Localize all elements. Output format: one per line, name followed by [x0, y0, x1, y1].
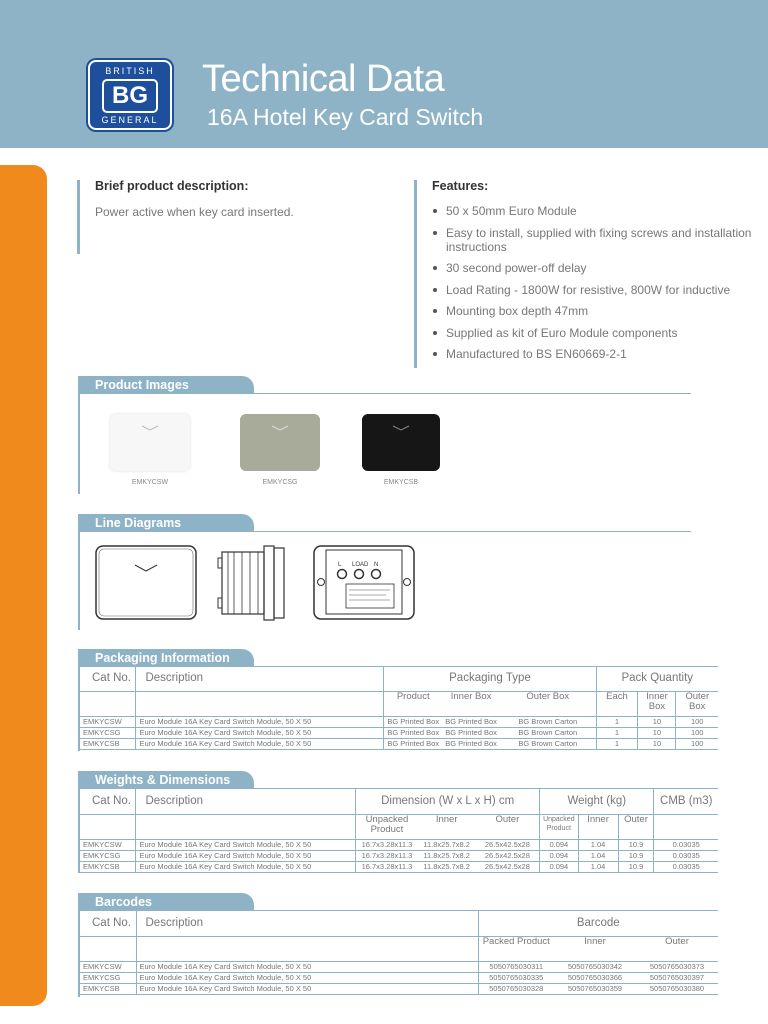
cell-outer: BG Brown Carton — [500, 738, 596, 749]
cell-weight-inner: 1.04 — [578, 861, 618, 872]
product-image-caption: EMKYCSG — [262, 479, 298, 486]
section-side-rule — [78, 376, 80, 494]
cell-outer: 26.5x42.5x28 — [476, 861, 540, 872]
key-card-slot-icon — [240, 414, 320, 471]
cell-unpacked: 16.7x3.28x11.3 — [356, 861, 418, 872]
cell-desc: Euro Module 16A Key Card Switch Module, 50 X 50 — [136, 727, 384, 738]
cell-packed: 5050765030311 — [478, 961, 554, 972]
front-view-diagram — [94, 544, 199, 622]
cell-desc: Euro Module 16A Key Card Switch Module, 50 X 50 — [136, 839, 356, 850]
side-view-diagram — [216, 544, 288, 622]
product-images-heading: Product Images — [78, 376, 254, 394]
col-header-desc: Description — [136, 911, 478, 936]
col-header-desc: Description — [136, 666, 384, 691]
cell-cat: EMKYCSB — [80, 983, 136, 994]
cell-weight-outer: 10.9 — [618, 850, 654, 861]
cell-outer: BG Brown Carton — [500, 727, 596, 738]
features-accent-bar — [414, 180, 417, 368]
cell-packed: 5050765030328 — [478, 983, 554, 994]
cell-cat: EMKYCSB — [80, 861, 136, 872]
feature-item: 30 second power-off delay — [432, 261, 752, 275]
col-header-weight-unpacked: Unpacked Product — [540, 814, 579, 839]
col-header-barcode: Barcode — [478, 911, 718, 936]
table-row — [80, 972, 718, 983]
product-image-grey — [240, 414, 320, 471]
feature-item: Load Rating - 1800W for resistive, 800W for inductive — [432, 283, 752, 297]
col-header-type: Packaging Type — [384, 666, 596, 691]
logo-mid-text: BG — [104, 81, 156, 111]
table-row — [80, 727, 718, 738]
col-header-dimension: Dimension (W x L x H) cm — [356, 789, 540, 814]
cell-cmb: 0.03035 — [654, 861, 718, 872]
side-accent-bar — [0, 165, 47, 1006]
cell-cat: EMKYCSW — [80, 839, 136, 850]
cell-cat: EMKYCSW — [80, 716, 136, 727]
product-image-black — [362, 414, 440, 471]
col-header-outer: Outer — [476, 814, 540, 839]
page-subtitle: 16A Hotel Key Card Switch — [207, 104, 484, 130]
col-header-unpacked: Unpacked Product — [356, 814, 418, 839]
cell-inner: 11.8x25.7x8.2 — [418, 839, 476, 850]
feature-item: 50 x 50mm Euro Module — [432, 204, 752, 218]
cell-cat: EMKYCSG — [80, 850, 136, 861]
weights-table — [80, 789, 718, 873]
col-header-packed: Packed Product — [478, 936, 554, 961]
cell-inner-box: 10 — [638, 727, 676, 738]
cell-inner: 5050765030359 — [554, 983, 636, 994]
line-diagrams-heading: Line Diagrams — [78, 514, 254, 532]
col-header-inner-box: Inner Box — [638, 691, 676, 716]
cell-cat: EMKYCSG — [80, 972, 136, 983]
col-header-qty: Pack Quantity — [596, 666, 718, 691]
key-card-slot-icon — [110, 414, 190, 471]
col-header-weight-outer: Outer — [618, 814, 654, 839]
cell-inner-box: 10 — [638, 738, 676, 749]
cell-unpacked: 16.7x3.28x11.3 — [356, 839, 418, 850]
cell-each: 1 — [596, 738, 638, 749]
col-header-product: Product — [384, 691, 442, 716]
feature-item: Mounting box depth 47mm — [432, 304, 752, 318]
col-header-cmb: CMB (m3) — [654, 789, 718, 814]
features-list — [432, 204, 752, 369]
cell-weight-unpacked: 0.094 — [540, 850, 579, 861]
packaging-heading: Packaging Information — [78, 649, 254, 667]
cell-cat: EMKYCSG — [80, 727, 136, 738]
logo-top-text: BRITISH — [105, 66, 155, 76]
brief-heading: Brief product description: — [95, 179, 249, 193]
feature-item: Supplied as kit of Euro Module components — [432, 326, 752, 340]
table-row — [80, 983, 718, 994]
page-title: Technical Data — [202, 58, 445, 100]
product-image-white — [110, 414, 190, 471]
col-header-inner: Inner — [418, 814, 476, 839]
cell-outer: 26.5x42.5x28 — [476, 839, 540, 850]
rear-view-diagram — [312, 544, 417, 622]
cell-weight-unpacked: 0.094 — [540, 839, 579, 850]
cell-inner: BG Printed Box — [442, 738, 500, 749]
cell-packed: 5050765030335 — [478, 972, 554, 983]
col-header-cat: Cat No. — [80, 911, 136, 936]
cell-each: 1 — [596, 716, 638, 727]
col-header-desc: Description — [136, 789, 356, 814]
logo-center-panel — [102, 79, 158, 113]
table-row — [80, 738, 718, 749]
cell-weight-inner: 1.04 — [578, 850, 618, 861]
cell-weight-inner: 1.04 — [578, 839, 618, 850]
features-heading: Features: — [432, 179, 489, 193]
brief-text: Power active when key card inserted. — [95, 205, 294, 219]
cell-outer: BG Brown Carton — [500, 716, 596, 727]
feature-item: Easy to install, supplied with fixing screws and installation instructions — [432, 226, 752, 254]
cell-inner: 5050765030342 — [554, 961, 636, 972]
cell-cmb: 0.03035 — [654, 850, 718, 861]
col-header-cat: Cat No. — [80, 666, 136, 691]
table-row — [80, 850, 718, 861]
cell-outer-box: 100 — [676, 738, 718, 749]
cell-product: BG Printed Box — [384, 716, 442, 727]
cell-each: 1 — [596, 727, 638, 738]
cell-outer: 5050765030380 — [636, 983, 718, 994]
cell-outer-box: 100 — [676, 727, 718, 738]
cell-desc: Euro Module 16A Key Card Switch Module, 50 X 50 — [136, 861, 356, 872]
cell-desc: Euro Module 16A Key Card Switch Module, 50 X 50 — [136, 738, 384, 749]
packaging-table — [80, 666, 718, 750]
terminal-label-l: L — [338, 562, 342, 568]
cell-product: BG Printed Box — [384, 738, 442, 749]
cell-cmb: 0.03035 — [654, 839, 718, 850]
cell-weight-outer: 10.9 — [618, 861, 654, 872]
cell-weight-outer: 10.9 — [618, 839, 654, 850]
weights-heading: Weights & Dimensions — [78, 771, 254, 789]
table-row — [80, 861, 718, 872]
col-header-weight-inner: Inner — [578, 814, 618, 839]
cell-outer-box: 100 — [676, 716, 718, 727]
cell-desc: Euro Module 16A Key Card Switch Module, 50 X 50 — [136, 983, 478, 994]
cell-cat: EMKYCSB — [80, 738, 136, 749]
cell-desc: Euro Module 16A Key Card Switch Module, 50 X 50 — [136, 972, 478, 983]
cell-inner-box: 10 — [638, 716, 676, 727]
brief-accent-bar — [77, 180, 80, 254]
barcodes-table — [80, 911, 718, 995]
table-row — [80, 716, 718, 727]
cell-desc: Euro Module 16A Key Card Switch Module, 50 X 50 — [136, 961, 478, 972]
cell-outer: 26.5x42.5x28 — [476, 850, 540, 861]
col-header-inner: Inner Box — [442, 691, 500, 716]
col-header-outer: Outer Box — [500, 691, 596, 716]
cell-desc: Euro Module 16A Key Card Switch Module, 50 X 50 — [136, 850, 356, 861]
cell-desc: Euro Module 16A Key Card Switch Module, 50 X 50 — [136, 716, 384, 727]
table-row — [80, 961, 718, 972]
key-card-slot-icon — [362, 414, 440, 471]
cell-inner: 11.8x25.7x8.2 — [418, 861, 476, 872]
feature-item: Manufactured to BS EN60669-2-1 — [432, 347, 752, 361]
col-header-each: Each — [596, 691, 638, 716]
section-rule — [254, 393, 691, 394]
cell-inner: 5050765030366 — [554, 972, 636, 983]
table-row — [80, 839, 718, 850]
col-header-weight: Weight (kg) — [540, 789, 654, 814]
cell-outer: 5050765030373 — [636, 961, 718, 972]
section-side-rule — [78, 514, 80, 630]
cell-weight-unpacked: 0.094 — [540, 861, 579, 872]
col-header-cat: Cat No. — [80, 789, 136, 814]
cell-unpacked: 16.7x3.28x11.3 — [356, 850, 418, 861]
british-general-logo — [88, 60, 172, 130]
terminal-label-load: LOAD — [352, 562, 369, 568]
product-image-caption: EMKYCSB — [383, 479, 419, 486]
cell-inner: BG Printed Box — [442, 727, 500, 738]
cell-cat: EMKYCSW — [80, 961, 136, 972]
barcodes-heading: Barcodes — [78, 893, 254, 911]
terminal-label-n: N — [374, 562, 379, 568]
logo-bottom-text: GENERAL — [101, 115, 159, 125]
col-header-outer: Outer — [636, 936, 718, 961]
cell-product: BG Printed Box — [384, 727, 442, 738]
cell-outer: 5050765030397 — [636, 972, 718, 983]
product-image-caption: EMKYCSW — [131, 479, 169, 486]
cell-inner: 11.8x25.7x8.2 — [418, 850, 476, 861]
section-rule — [254, 531, 691, 532]
cell-inner: BG Printed Box — [442, 716, 500, 727]
col-header-outer-box: Outer Box — [676, 691, 718, 716]
col-header-inner: Inner — [554, 936, 636, 961]
